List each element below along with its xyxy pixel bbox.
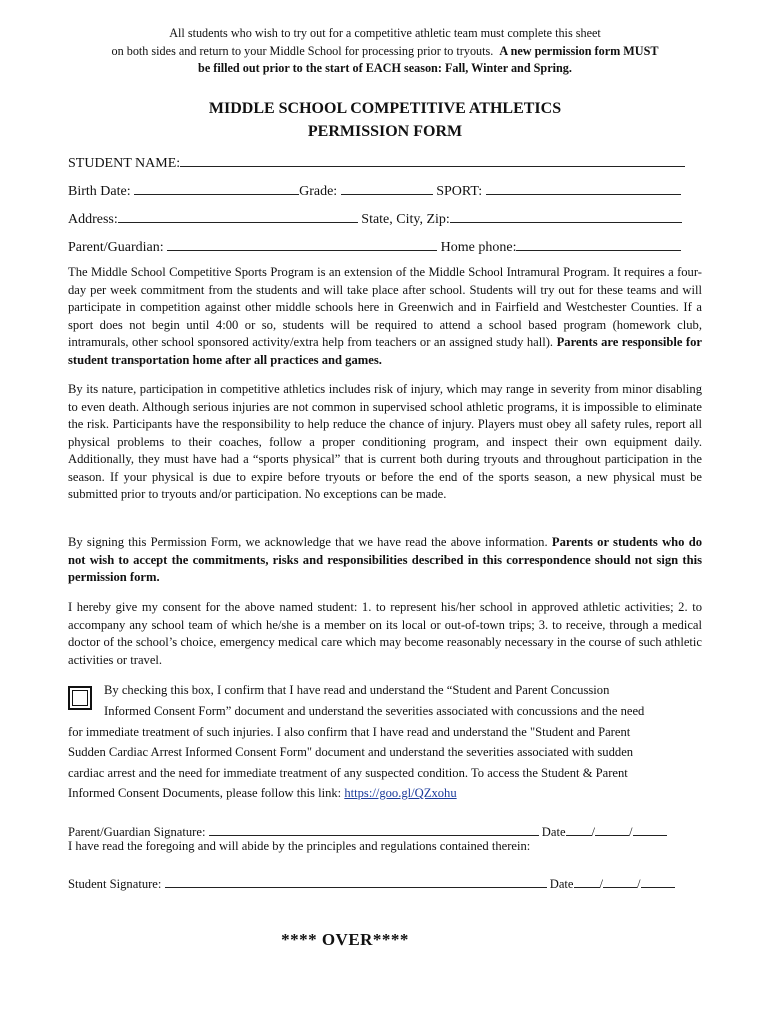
grade-label: Grade: — [299, 184, 338, 199]
foregoing-statement: I have read the foregoing and will abide by the principles and regulations contained therein: — [68, 839, 531, 853]
birth-date-label: Birth Date: — [68, 184, 131, 199]
consent-line-6 — [68, 783, 457, 804]
state-city-zip-label: State, City, Zip: — [361, 212, 450, 227]
over-marker — [0, 930, 770, 950]
acknowledgement-bold: Parents or students who do not wish to accept the commitments, risks and responsibilities described in this correspondence should not sign this permission form. — [68, 535, 702, 584]
intro-line-3-bold: be filled out prior to the start of EACH season: Fall, Winter and Spring. — [198, 61, 572, 75]
parent-signature-field[interactable] — [209, 821, 539, 836]
state-city-zip-field[interactable] — [450, 208, 682, 223]
parent-guardian-field[interactable] — [167, 236, 437, 251]
transportation-notice: Parents are responsible for student transportation home after all practices and games. — [68, 335, 703, 367]
sport-field[interactable] — [486, 180, 681, 195]
intro-line-1: All students who wish to try out for a competitive athletic team must complete this sheet — [169, 26, 601, 40]
student-date-day[interactable] — [603, 873, 637, 888]
parent-signature-label: Parent/Guardian Signature: — [68, 825, 206, 839]
student-name-row — [68, 152, 700, 172]
address-row — [68, 208, 700, 228]
parent-date-day[interactable] — [595, 821, 629, 836]
sport-label: SPORT: — [436, 184, 483, 199]
risk-text: By its nature, participation in competitive athletics includes risk of injury, which may range in severity from minor disabling to even death. Although serious injuries are not common in supervised school athletic programs, it is impossible to eliminate the risk. Participants have the responsibility to help reduce the chance of injury. Players must obey all safety rules, report all physical problems to their coaches, follow a proper conditioning program, and inspect their own equipment daily. Additionally, they must have had a “sports physical” that is current both during tryouts and throughout participation in the season. If your physical is due to expire before tryouts or before the end of the sports season, a new physical must be submitted prior to tryouts and/or participation. No exceptions can be made. — [68, 382, 702, 501]
consent-line-3: for immediate treatment of such injuries. I also confirm that I have read and understand the "Student and Parent — [68, 725, 631, 739]
parent-signature-row: Parent/Guardian Signature: Date / / — [68, 821, 708, 840]
intro-line-2-plain: on both sides and return to your Middle School for processing prior to tryouts. — [111, 43, 494, 58]
student-name-field[interactable] — [180, 152, 685, 167]
home-phone-label: Home phone: — [440, 240, 517, 255]
birth-grade-sport-row — [68, 180, 700, 200]
intro-line-2-bold: A new permission form MUST — [499, 43, 659, 58]
intro-line-3 — [60, 60, 710, 78]
student-date-year[interactable] — [641, 873, 675, 888]
program-paragraph — [68, 264, 702, 369]
consent-paragraph — [68, 599, 702, 669]
acknowledgement-paragraph — [68, 534, 702, 587]
parent-date-label: Date — [541, 825, 566, 839]
acknowledgement-text: By signing this Permission Form, we acknowledge that we have read the above information. — [68, 535, 548, 549]
grade-field[interactable] — [341, 180, 433, 195]
consent-checkbox[interactable] — [68, 686, 92, 710]
intro-instructions — [60, 25, 710, 78]
parent-phone-row — [68, 236, 700, 256]
parent-date-month[interactable] — [566, 821, 592, 836]
parent-date-year[interactable] — [633, 821, 667, 836]
consent-line-5: cardiac arrest and the need for immediate treatment of any suspected condition. To access the Student & Parent — [68, 766, 628, 780]
form-title — [60, 97, 710, 143]
student-date-label: Date — [549, 877, 574, 891]
student-signature-row: Student Signature: Date / / — [68, 873, 708, 892]
intro-line-2 — [60, 43, 710, 61]
address-label: Address: — [68, 212, 118, 227]
consent-documents-link[interactable]: https://goo.gl/QZxohu — [344, 786, 457, 800]
title-line-1: MIDDLE SCHOOL COMPETITIVE ATHLETICS — [208, 100, 562, 117]
program-text: The Middle School Competitive Sports Program is an extension of the Middle School Intramural Program. It requires a four-day per week commitment from the students and will take place after school. Students will try out for these teams and will participate in competition against other middle schools here in Greenwich and in Fairfield and Westchester Counties. If a sport does not begin until 4:00 or so, students will be required to attend a school based program (homework club, intramurals, other school sponsored activity/extra help from teachers or an assigned study hall). — [68, 265, 702, 349]
student-name-label: STUDENT NAME: — [68, 156, 181, 171]
consent-line-1: By checking this box, I confirm that I have read and understand the “Student and Parent Concussion — [104, 683, 610, 697]
student-date-month[interactable] — [574, 873, 600, 888]
consent-text: I hereby give my consent for the above named student: 1. to represent his/her school in approved athletic activities; 2. to accompany any school team of which he/she is a member on its local or out-of-town trips; 3. to receive, through a medical doctor of the school’s choice, emergency medical care which may become reasonably necessary in the course of such athletic activities or travel. — [68, 600, 702, 667]
parent-guardian-label: Parent/Guardian: — [68, 240, 164, 255]
birth-date-field[interactable] — [134, 180, 299, 195]
risk-paragraph — [68, 381, 702, 504]
student-signature-label: Student Signature: — [68, 877, 162, 891]
home-phone-field[interactable] — [516, 236, 681, 251]
student-signature-field[interactable] — [165, 873, 547, 888]
consent-line-4: Sudden Cardiac Arrest Informed Consent Form" document and understand the severities associated with sudden — [68, 745, 634, 759]
address-field[interactable] — [118, 208, 358, 223]
consent-link-intro: Informed Consent Documents, please follow this link: — [68, 786, 342, 800]
title-line-2: PERMISSION FORM — [307, 123, 463, 140]
consent-line-2: Informed Consent Form” document and understand the severities associated with concussions and the need — [104, 704, 645, 718]
over-text: **** OVER**** — [281, 930, 409, 949]
